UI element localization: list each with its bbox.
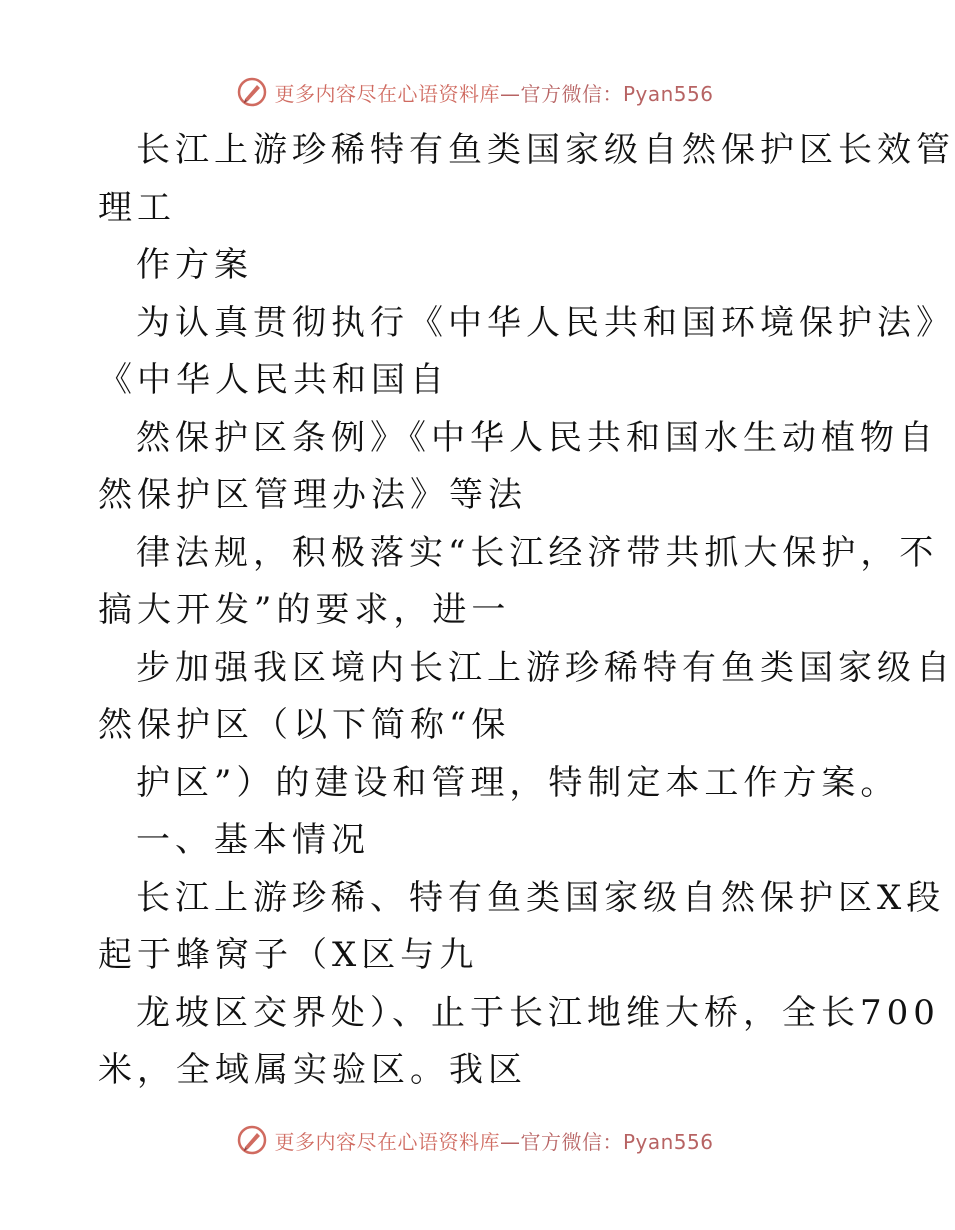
text-line: 搞大开发”的要求，进一 [98,590,511,630]
text-line: 起于蜂窝子（X区与九 [98,935,479,975]
watermark-contact: —官方微信：Pyan556 [499,81,714,106]
text-line: 长江上游珍稀特有鱼类国家级自然保护区长效管 [136,130,955,170]
text-line: 作方案 [136,245,253,285]
text-line: 为认真贯彻执行《中华人民共和国环境保护法》 [136,302,955,343]
text-line: 长江上游珍稀、特有鱼类国家级自然保护区X段 [136,877,946,918]
pen-logo-icon [236,1124,268,1156]
text-line: 然保护区条例》《中华人民共和国水生动植物自 [136,417,938,458]
footer-watermark [0,1120,950,1160]
watermark-label [274,78,713,107]
text-line: 《中华人民共和国自 [98,360,449,400]
text-line: 米，全域属实验区。我区 [98,1050,527,1090]
watermark-contact: —官方微信：Pyan556 [499,1129,714,1154]
watermark-label [274,1126,713,1155]
text-line: 律法规，积极落实“长江经济带共抓大保护，不 [136,532,939,573]
pen-logo-icon [236,76,268,108]
document-body [98,122,955,1100]
text-line: 龙坡区交界处）、止于长江地维大桥，全长700 [136,992,940,1033]
text-line: 步加强我区境内长江上游珍稀特有鱼类国家级自 [136,647,955,688]
watermark-brand: 更多内容尽在心语资料库 [274,1129,500,1154]
watermark-brand: 更多内容尽在心语资料库 [274,81,500,106]
header-watermark [0,72,950,112]
text-line: 一、基本情况 [136,820,370,860]
text-line: 然保护区（以下简称“保 [98,705,511,745]
text-line: 理工 [98,187,176,228]
text-line: 然保护区管理办法》等法 [98,475,527,515]
text-line: 护区”）的建设和管理，特制定本工作方案。 [136,762,900,803]
